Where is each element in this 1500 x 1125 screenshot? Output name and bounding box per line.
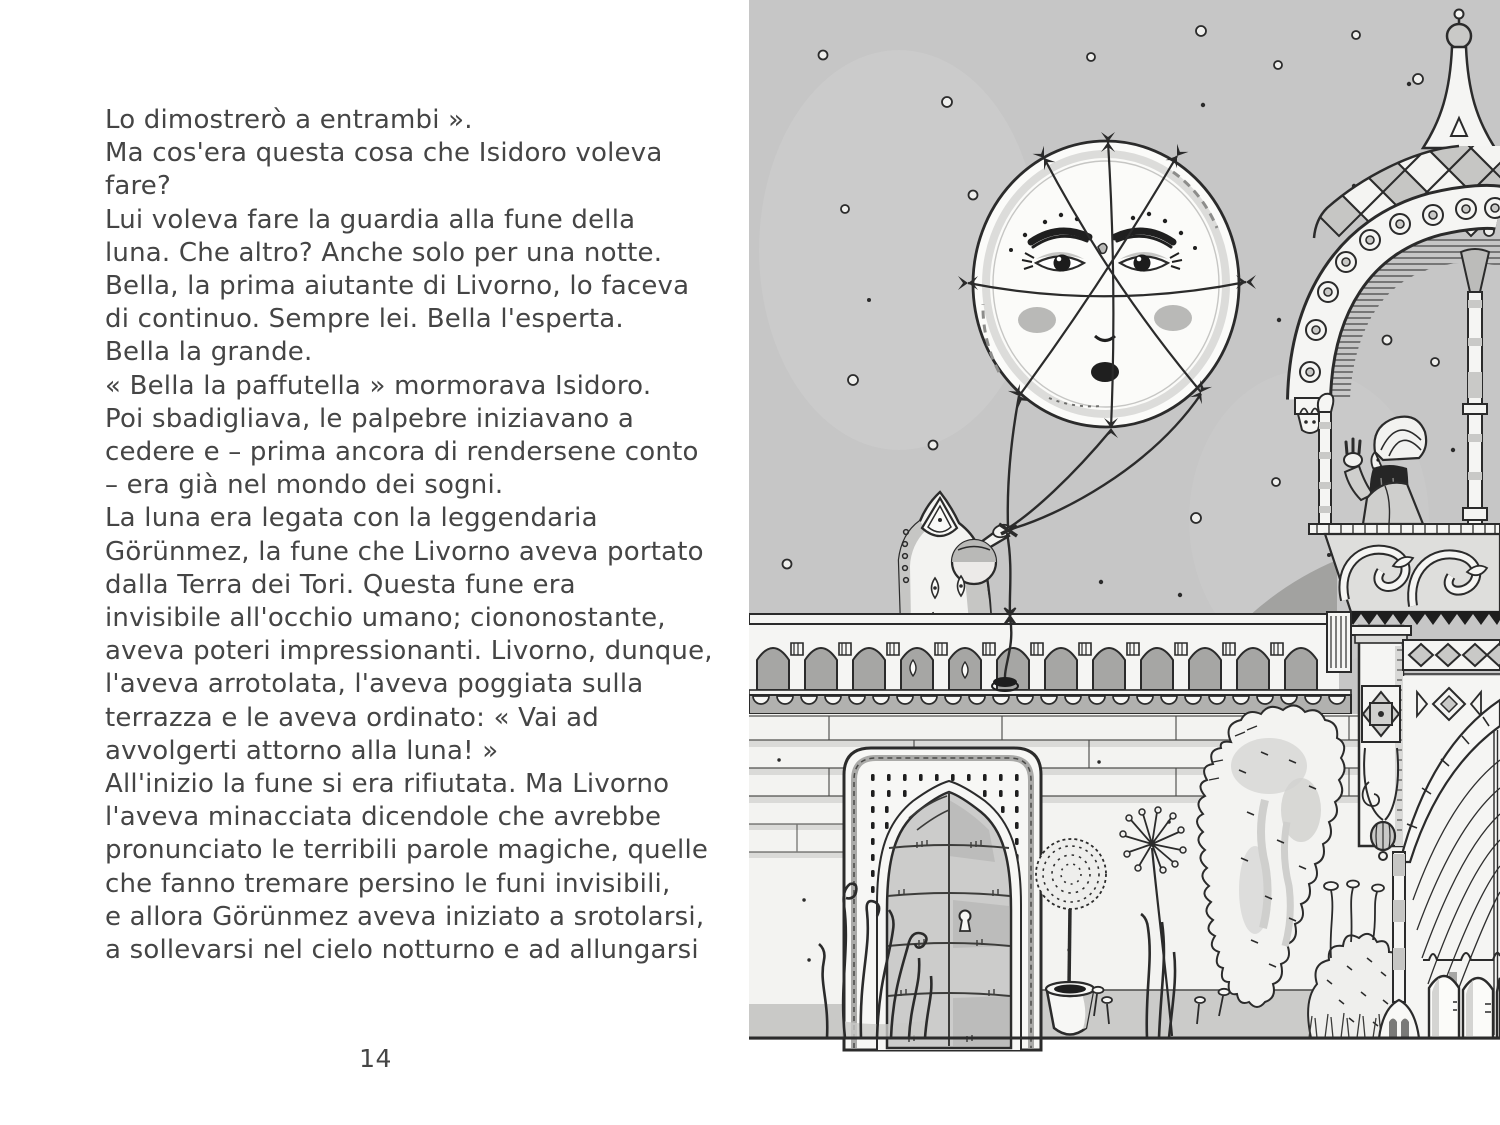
text-line: – era già nel mondo dei sogni. [105,470,504,501]
text-line: fare? [105,171,171,202]
moorish-door [844,748,1041,1050]
text-line: invisibile all'occhio umano; ciononostante, [105,603,666,634]
text-line: dalla Terra dei Tori. Questa fune era [105,569,576,600]
text-line: Lui voleva fare la guardia alla fune della [105,204,636,235]
balcony-column [1318,394,1333,524]
text-line: terrazza e le aveva ordinato: « Vai ad [105,702,599,733]
text-line: All'inizio la fune si era rifiutata. Ma Livorno [105,769,670,800]
text-line: aveva poteri impressionanti. Livorno, dunque, [105,636,713,667]
text-line: e allora Görünmez aveva iniziato a srotolarsi, [105,901,705,932]
page-number: 14 [359,1044,392,1073]
text-line: pronunciato le terribili parole magiche, quelle [105,835,709,866]
text-line: « Bella la paffutella » mormorava Isidoro. [105,370,652,401]
text-line: cedere e – prima ancora di rendersene conto [105,437,699,468]
text-line: l'aveva arrotolata, l'aveva poggiata sulla [105,669,644,700]
text-line: Ma cos'era questa cosa che Isidoro voleva [105,138,663,169]
text-line: Poi sbadigliava, le palpebre iniziavano a [105,403,634,434]
terrace-balustrade [749,612,1351,714]
text-line: che fanno tremare persino le funi invisibili, [105,868,671,899]
text-line: avvolgerti attorno alla luna! » [105,735,499,766]
text-line: a sollevarsi nel cielo notturno e ad allungarsi [105,935,699,966]
text-line: Bella, la prima aiutante di Livorno, lo faceva [105,271,690,302]
diamond-frieze [1403,640,1500,674]
text-line: l'aveva minacciata dicendole che avrebbe [105,802,662,833]
text-line: Bella la grande. [105,337,313,368]
text-line: Lo dimostrerò a entrambi ». [105,105,473,135]
text-line: luna. Che altro? Anche solo per una notte. [105,237,663,268]
text-line: Görünmez, la fune che Livorno aveva portato [105,536,704,567]
text-line: di continuo. Sempre lei. Bella l'esperta. [105,304,624,335]
text-line: La luna era legata con la leggendaria [105,503,598,534]
story-text [105,104,713,967]
story-illustration [749,0,1500,1125]
